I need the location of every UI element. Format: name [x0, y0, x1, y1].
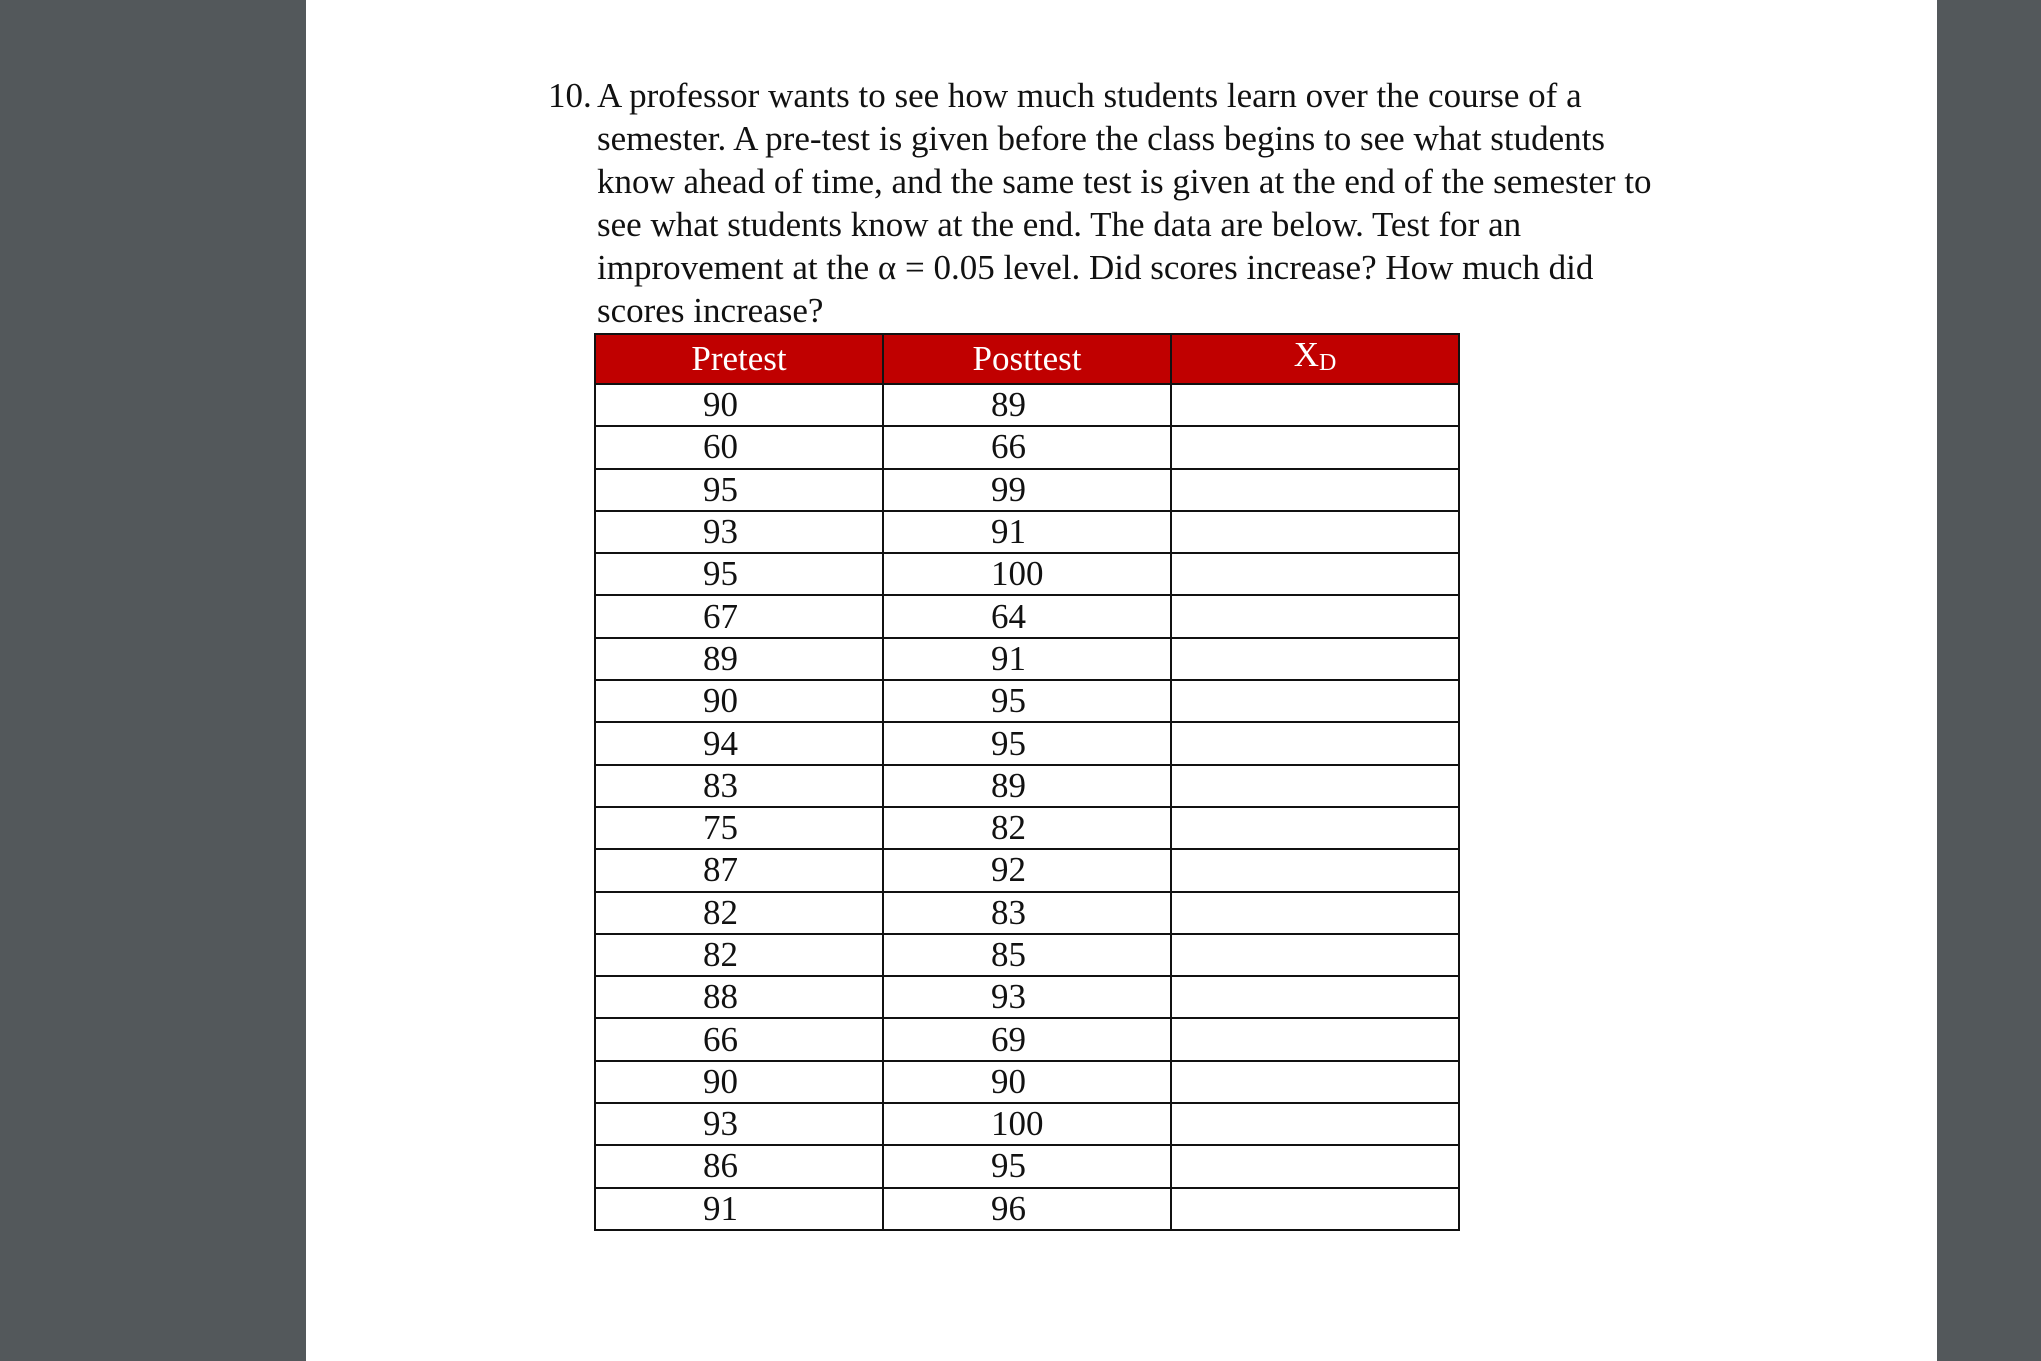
table-row: [595, 1188, 1459, 1230]
cell-xd: [1171, 553, 1459, 595]
cell-posttest: [883, 892, 1171, 934]
table-row: [595, 1103, 1459, 1145]
cell-posttest-value: 90: [991, 1061, 1026, 1101]
table-row: [595, 426, 1459, 468]
cell-pretest: [595, 595, 883, 637]
cell-xd: [1171, 1103, 1459, 1145]
cell-xd: [1171, 1188, 1459, 1230]
cell-posttest: [883, 807, 1171, 849]
cell-pretest-value: 94: [703, 723, 738, 763]
table-row: [595, 680, 1459, 722]
problem-line-text: A professor wants to see how much students learn over the course of a: [597, 76, 1582, 115]
cell-pretest: [595, 553, 883, 595]
cell-posttest: [883, 638, 1171, 680]
cell-posttest-value: 99: [991, 469, 1026, 509]
cell-pretest-value: 66: [703, 1019, 738, 1059]
cell-pretest-value: 60: [703, 427, 738, 467]
cell-posttest: [883, 934, 1171, 976]
cell-pretest-value: 90: [703, 681, 738, 721]
cell-pretest-value: 82: [703, 892, 738, 932]
header-pretest: Pretest: [595, 334, 883, 384]
cell-posttest-value: 100: [991, 1104, 1044, 1144]
cell-pretest-value: 87: [703, 850, 738, 890]
cell-xd: [1171, 384, 1459, 426]
table-row: [595, 976, 1459, 1018]
cell-posttest: [883, 1061, 1171, 1103]
cell-pretest: [595, 426, 883, 468]
cell-xd: [1171, 807, 1459, 849]
cell-pretest-value: 82: [703, 935, 738, 974]
table-row: [595, 807, 1459, 849]
table-row: [595, 384, 1459, 426]
problem-line: [548, 74, 1748, 117]
cell-posttest-value: 95: [991, 1146, 1026, 1186]
problem-line: improvement at the α = 0.05 level. Did scores increase? How much did: [597, 248, 1594, 287]
cell-posttest: [883, 1018, 1171, 1060]
cell-xd: [1171, 934, 1459, 976]
cell-posttest-value: 92: [991, 850, 1026, 890]
cell-pretest: [595, 1103, 883, 1145]
cell-pretest-value: 93: [703, 512, 738, 552]
cell-pretest-value: 95: [703, 554, 738, 594]
cell-posttest-value: 82: [991, 808, 1026, 848]
header-xd-sub: D: [1318, 350, 1337, 376]
cell-posttest: [883, 1103, 1171, 1145]
cell-posttest: [883, 426, 1171, 468]
cell-pretest: [595, 765, 883, 807]
cell-posttest: [883, 976, 1171, 1018]
cell-pretest: [595, 849, 883, 891]
cell-posttest: [883, 849, 1171, 891]
cell-pretest: [595, 384, 883, 426]
table-row: [595, 553, 1459, 595]
document-page: [306, 0, 1937, 1361]
table-row: [595, 469, 1459, 511]
problem-text: [548, 74, 1748, 332]
table-row: [595, 722, 1459, 764]
cell-xd: [1171, 976, 1459, 1018]
cell-pretest: [595, 807, 883, 849]
cell-xd: [1171, 1018, 1459, 1060]
cell-posttest: [883, 1188, 1171, 1230]
cell-pretest-value: 86: [703, 1146, 738, 1186]
cell-posttest: [883, 553, 1171, 595]
cell-posttest-value: 93: [991, 977, 1026, 1017]
cell-pretest: [595, 680, 883, 722]
cell-xd: [1171, 1145, 1459, 1187]
cell-pretest-value: 89: [703, 638, 738, 678]
cell-pretest: [595, 511, 883, 553]
table-row: [595, 892, 1459, 934]
table-row: [595, 511, 1459, 553]
cell-xd: [1171, 1061, 1459, 1103]
cell-xd: [1171, 426, 1459, 468]
question-number: 10.: [548, 76, 592, 115]
cell-posttest: [883, 680, 1171, 722]
cell-posttest-value: 91: [991, 512, 1026, 552]
header-xd: [1171, 334, 1459, 384]
cell-pretest-value: 90: [703, 385, 738, 425]
cell-posttest-value: 95: [991, 723, 1026, 763]
header-xd-base: X: [1293, 335, 1319, 374]
cell-pretest: [595, 892, 883, 934]
cell-pretest-value: 93: [703, 1104, 738, 1144]
cell-posttest-value: 89: [991, 765, 1026, 805]
cell-pretest: [595, 1145, 883, 1187]
cell-posttest: [883, 595, 1171, 637]
cell-pretest: [595, 469, 883, 511]
score-table: [594, 333, 1460, 1231]
cell-posttest: [883, 722, 1171, 764]
cell-posttest-value: 100: [991, 554, 1044, 594]
cell-xd: [1171, 680, 1459, 722]
cell-xd: [1171, 849, 1459, 891]
cell-posttest-value: 96: [991, 1188, 1026, 1228]
cell-pretest: [595, 722, 883, 764]
cell-posttest: [883, 511, 1171, 553]
cell-pretest: [595, 1018, 883, 1060]
cell-pretest: [595, 976, 883, 1018]
cell-xd: [1171, 722, 1459, 764]
cell-pretest-value: 90: [703, 1061, 738, 1101]
cell-posttest-value: 89: [991, 385, 1026, 425]
table-row: [595, 765, 1459, 807]
problem-line: know ahead of time, and the same test is given at the end of the semester to: [597, 162, 1652, 201]
cell-xd: [1171, 595, 1459, 637]
table-row: [595, 595, 1459, 637]
header-posttest: Posttest: [883, 334, 1171, 384]
cell-posttest-value: 85: [991, 935, 1026, 974]
cell-posttest-value: 83: [991, 892, 1026, 932]
table-row: [595, 1018, 1459, 1060]
cell-pretest-value: 83: [703, 765, 738, 805]
cell-pretest: [595, 1061, 883, 1103]
cell-posttest: [883, 469, 1171, 511]
cell-posttest: [883, 1145, 1171, 1187]
cell-pretest-value: 88: [703, 977, 738, 1017]
cell-pretest-value: 91: [703, 1188, 738, 1228]
problem-line: see what students know at the end. The data are below. Test for an: [597, 205, 1522, 244]
cell-xd: [1171, 892, 1459, 934]
cell-posttest: [883, 765, 1171, 807]
cell-xd: [1171, 638, 1459, 680]
table-row: [595, 1061, 1459, 1103]
table-row: [595, 849, 1459, 891]
table-row: [595, 934, 1459, 976]
table-header-row: [595, 334, 1459, 384]
cell-pretest-value: 67: [703, 596, 738, 636]
table-body: [595, 384, 1459, 1230]
cell-xd: [1171, 469, 1459, 511]
cell-xd: [1171, 511, 1459, 553]
table-row: [595, 638, 1459, 680]
cell-posttest-value: 66: [991, 427, 1026, 467]
cell-pretest: [595, 638, 883, 680]
cell-posttest-value: 64: [991, 596, 1026, 636]
cell-posttest: [883, 384, 1171, 426]
table-row: [595, 1145, 1459, 1187]
cell-xd: [1171, 765, 1459, 807]
cell-posttest-value: 69: [991, 1019, 1026, 1059]
cell-posttest-value: 95: [991, 681, 1026, 721]
cell-pretest-value: 95: [703, 469, 738, 509]
problem-line: semester. A pre-test is given before the class begins to see what students: [597, 119, 1605, 158]
cell-pretest: [595, 934, 883, 976]
cell-pretest: [595, 1188, 883, 1230]
problem-line: scores increase?: [597, 291, 824, 330]
cell-posttest-value: 91: [991, 638, 1026, 678]
cell-pretest-value: 75: [703, 808, 738, 848]
